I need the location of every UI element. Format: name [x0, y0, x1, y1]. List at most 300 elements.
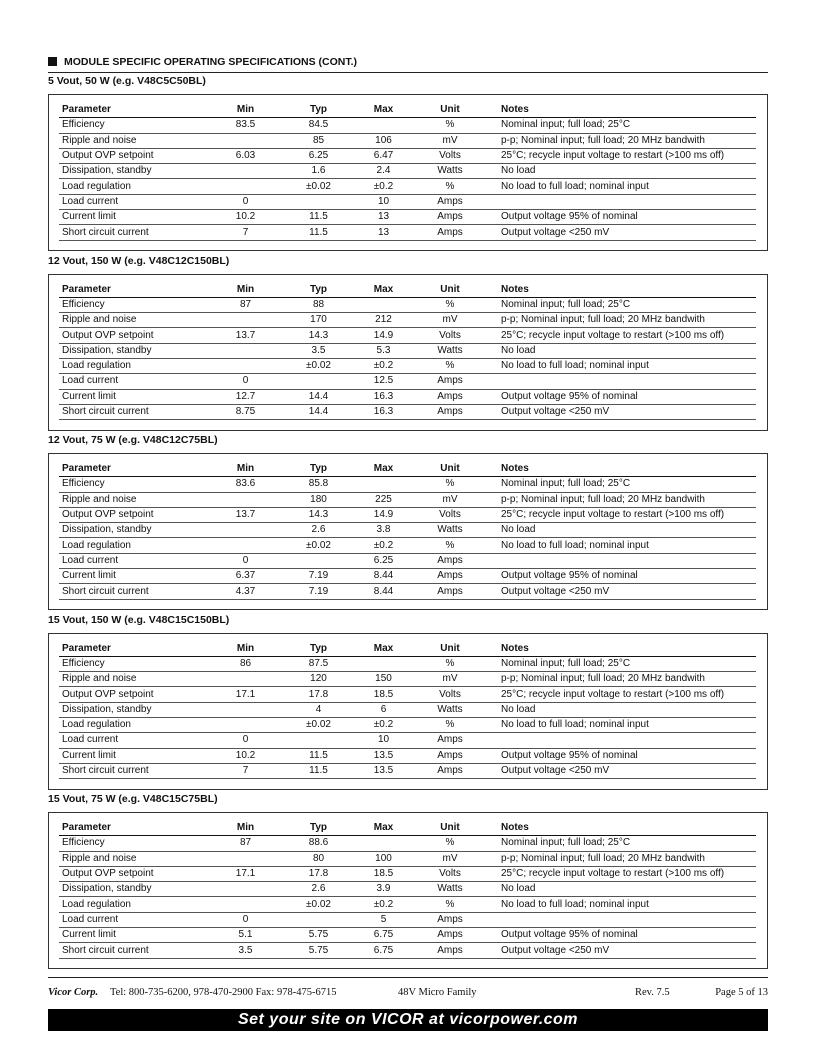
- table-row: [59, 164, 756, 179]
- cell-notes: No load: [483, 343, 756, 358]
- cell-max: ±0.2: [350, 897, 417, 912]
- table-row: [59, 912, 756, 927]
- spec-table-box: [48, 94, 768, 251]
- cell-max: 3.8: [350, 523, 417, 538]
- cell-min: [204, 538, 287, 553]
- column-header-parameter: Parameter: [59, 103, 204, 118]
- cell-min: [204, 179, 287, 194]
- table-row: [59, 943, 756, 958]
- cell-max: 14.9: [350, 507, 417, 522]
- cell-max: 212: [350, 313, 417, 328]
- cell-typ: 11.5: [287, 225, 350, 240]
- cell-min: 10.2: [204, 748, 287, 763]
- cell-typ: 80: [287, 851, 350, 866]
- cell-parameter: Load current: [59, 733, 204, 748]
- cell-typ: 14.4: [287, 389, 350, 404]
- spec-table-box: [48, 633, 768, 790]
- cell-typ: 85: [287, 133, 350, 148]
- section-title: 15 Vout, 150 W (e.g. V48C15C150BL): [48, 613, 230, 626]
- cell-typ: 2.6: [287, 882, 350, 897]
- cell-max: 5.3: [350, 343, 417, 358]
- cell-notes: Output voltage <250 mV: [483, 584, 756, 599]
- cell-min: [204, 882, 287, 897]
- column-header-unit: Unit: [417, 821, 483, 836]
- cell-parameter: Dissipation, standby: [59, 702, 204, 717]
- cell-max: 8.44: [350, 584, 417, 599]
- cell-typ: [287, 912, 350, 927]
- cell-typ: 84.5: [287, 118, 350, 133]
- table-row: [59, 133, 756, 148]
- column-header-min: Min: [204, 462, 287, 477]
- cell-notes: Nominal input; full load; 25°C: [483, 836, 756, 851]
- cell-notes: No load to full load; nominal input: [483, 897, 756, 912]
- cell-max: 3.9: [350, 882, 417, 897]
- column-header-typ: Typ: [287, 642, 350, 657]
- cell-unit: Amps: [417, 374, 483, 389]
- page-footer: [48, 987, 768, 1001]
- table-row: [59, 851, 756, 866]
- footer-page-number: Page 5 of 13: [715, 987, 768, 998]
- cell-notes: No load to full load; nominal input: [483, 358, 756, 373]
- column-header-typ: Typ: [287, 821, 350, 836]
- cell-min: 0: [204, 374, 287, 389]
- cell-notes: 25°C; recycle input voltage to restart (>100 ms off): [483, 866, 756, 881]
- cell-typ: [287, 733, 350, 748]
- cell-notes: p-p; Nominal input; full load; 20 MHz bandwith: [483, 851, 756, 866]
- cell-unit: mV: [417, 313, 483, 328]
- cell-min: 7: [204, 225, 287, 240]
- table-row: [59, 313, 756, 328]
- cell-unit: Volts: [417, 866, 483, 881]
- cell-min: [204, 717, 287, 732]
- cell-min: 4.37: [204, 584, 287, 599]
- cell-min: [204, 164, 287, 179]
- table-row: [59, 866, 756, 881]
- cell-max: 6.25: [350, 553, 417, 568]
- cell-min: 86: [204, 656, 287, 671]
- cell-notes: p-p; Nominal input; full load; 20 MHz bandwith: [483, 672, 756, 687]
- cell-max: 10: [350, 194, 417, 209]
- cell-typ: 88: [287, 297, 350, 312]
- column-header-notes: Notes: [483, 821, 756, 836]
- cell-max: 225: [350, 492, 417, 507]
- table-row: [59, 194, 756, 209]
- cell-notes: p-p; Nominal input; full load; 20 MHz bandwith: [483, 492, 756, 507]
- cell-notes: 25°C; recycle input voltage to restart (>100 ms off): [483, 148, 756, 163]
- cell-unit: %: [417, 477, 483, 492]
- cell-typ: 11.5: [287, 210, 350, 225]
- cell-max: ±0.2: [350, 717, 417, 732]
- column-header-parameter: Parameter: [59, 462, 204, 477]
- footer-revision: Rev. 7.5: [635, 987, 670, 998]
- website-banner[interactable]: Set your site on VICOR at vicorpower.com: [48, 1009, 768, 1031]
- spec-table: [59, 821, 756, 959]
- cell-typ: 85.8: [287, 477, 350, 492]
- cell-typ: 87.5: [287, 656, 350, 671]
- cell-notes: [483, 374, 756, 389]
- cell-parameter: Load regulation: [59, 897, 204, 912]
- cell-parameter: Short circuit current: [59, 943, 204, 958]
- section-heading: [48, 56, 768, 72]
- table-row: [59, 477, 756, 492]
- section-title: 15 Vout, 75 W (e.g. V48C15C75BL): [48, 793, 218, 805]
- cell-typ: ±0.02: [287, 717, 350, 732]
- cell-max: 8.44: [350, 569, 417, 584]
- cell-max: 12.5: [350, 374, 417, 389]
- cell-notes: Nominal input; full load; 25°C: [483, 656, 756, 671]
- cell-unit: Volts: [417, 507, 483, 522]
- table-row: [59, 763, 756, 778]
- cell-unit: mV: [417, 133, 483, 148]
- cell-parameter: Current limit: [59, 210, 204, 225]
- heading-divider: [48, 72, 768, 73]
- cell-typ: 14.3: [287, 507, 350, 522]
- cell-max: 6.75: [350, 928, 417, 943]
- cell-unit: %: [417, 118, 483, 133]
- spec-table-box: [48, 453, 768, 610]
- spec-table: [59, 103, 756, 241]
- spec-section: [48, 254, 768, 434]
- column-header-max: Max: [350, 462, 417, 477]
- table-row: [59, 672, 756, 687]
- cell-parameter: Output OVP setpoint: [59, 866, 204, 881]
- cell-parameter: Output OVP setpoint: [59, 328, 204, 343]
- cell-typ: 170: [287, 313, 350, 328]
- cell-parameter: Dissipation, standby: [59, 523, 204, 538]
- table-row: [59, 733, 756, 748]
- section-title: 5 Vout, 50 W (e.g. V48C5C50BL): [48, 75, 206, 87]
- cell-min: [204, 133, 287, 148]
- cell-parameter: Load regulation: [59, 358, 204, 373]
- cell-max: 106: [350, 133, 417, 148]
- cell-parameter: Efficiency: [59, 477, 204, 492]
- cell-typ: 88.6: [287, 836, 350, 851]
- cell-max: 100: [350, 851, 417, 866]
- table-row: [59, 492, 756, 507]
- cell-max: 18.5: [350, 687, 417, 702]
- cell-notes: Output voltage <250 mV: [483, 943, 756, 958]
- cell-typ: 180: [287, 492, 350, 507]
- cell-typ: [287, 374, 350, 389]
- cell-parameter: Efficiency: [59, 297, 204, 312]
- cell-notes: [483, 553, 756, 568]
- table-row: [59, 404, 756, 419]
- cell-parameter: Output OVP setpoint: [59, 507, 204, 522]
- column-header-max: Max: [350, 821, 417, 836]
- cell-unit: Amps: [417, 389, 483, 404]
- cell-parameter: Short circuit current: [59, 404, 204, 419]
- column-header-parameter: Parameter: [59, 821, 204, 836]
- column-header-min: Min: [204, 283, 287, 298]
- cell-min: [204, 343, 287, 358]
- cell-unit: Amps: [417, 225, 483, 240]
- cell-notes: [483, 194, 756, 209]
- section-title: 12 Vout, 150 W (e.g. V48C12C150BL): [48, 254, 230, 267]
- spec-section: [48, 433, 768, 613]
- cell-unit: Amps: [417, 943, 483, 958]
- cell-max: 5: [350, 912, 417, 927]
- column-header-typ: Typ: [287, 462, 350, 477]
- cell-min: 6.03: [204, 148, 287, 163]
- cell-typ: 120: [287, 672, 350, 687]
- cell-notes: Output voltage <250 mV: [483, 763, 756, 778]
- table-row: [59, 553, 756, 568]
- table-row: [59, 374, 756, 389]
- cell-notes: p-p; Nominal input; full load; 20 MHz bandwith: [483, 133, 756, 148]
- cell-typ: ±0.02: [287, 179, 350, 194]
- table-row: [59, 687, 756, 702]
- table-row: [59, 836, 756, 851]
- cell-unit: %: [417, 538, 483, 553]
- column-header-max: Max: [350, 642, 417, 657]
- table-row: [59, 538, 756, 553]
- cell-unit: Amps: [417, 210, 483, 225]
- table-row: [59, 389, 756, 404]
- cell-typ: 3.5: [287, 343, 350, 358]
- cell-typ: 11.5: [287, 763, 350, 778]
- cell-max: 2.4: [350, 164, 417, 179]
- column-header-unit: Unit: [417, 283, 483, 298]
- cell-min: 83.5: [204, 118, 287, 133]
- cell-notes: Output voltage 95% of nominal: [483, 389, 756, 404]
- cell-unit: Watts: [417, 343, 483, 358]
- table-row: [59, 748, 756, 763]
- cell-typ: 17.8: [287, 687, 350, 702]
- footer-divider: [48, 977, 768, 978]
- cell-typ: ±0.02: [287, 897, 350, 912]
- cell-unit: Amps: [417, 569, 483, 584]
- cell-unit: mV: [417, 492, 483, 507]
- cell-notes: No load to full load; nominal input: [483, 538, 756, 553]
- table-row: [59, 210, 756, 225]
- cell-notes: Output voltage <250 mV: [483, 225, 756, 240]
- cell-parameter: Load regulation: [59, 538, 204, 553]
- table-row: [59, 358, 756, 373]
- cell-typ: [287, 553, 350, 568]
- cell-parameter: Ripple and noise: [59, 492, 204, 507]
- cell-unit: Amps: [417, 404, 483, 419]
- spec-table: [59, 462, 756, 600]
- cell-typ: 14.4: [287, 404, 350, 419]
- heading-text: MODULE SPECIFIC OPERATING SPECIFICATIONS (CONT.): [64, 56, 358, 68]
- table-row: [59, 118, 756, 133]
- cell-unit: Watts: [417, 523, 483, 538]
- cell-unit: Amps: [417, 912, 483, 927]
- cell-min: 0: [204, 194, 287, 209]
- cell-min: 17.1: [204, 866, 287, 881]
- cell-unit: Watts: [417, 164, 483, 179]
- cell-unit: %: [417, 297, 483, 312]
- column-header-min: Min: [204, 821, 287, 836]
- cell-notes: No load: [483, 164, 756, 179]
- cell-typ: 5.75: [287, 943, 350, 958]
- table-header-row: [59, 283, 756, 298]
- cell-unit: Volts: [417, 687, 483, 702]
- cell-max: 14.9: [350, 328, 417, 343]
- spec-table-box: [48, 812, 768, 969]
- table-header-row: [59, 642, 756, 657]
- cell-notes: Output voltage 95% of nominal: [483, 210, 756, 225]
- cell-notes: Nominal input; full load; 25°C: [483, 297, 756, 312]
- cell-parameter: Short circuit current: [59, 225, 204, 240]
- cell-min: 87: [204, 297, 287, 312]
- cell-min: 83.6: [204, 477, 287, 492]
- cell-unit: %: [417, 836, 483, 851]
- cell-max: ±0.2: [350, 538, 417, 553]
- cell-parameter: Ripple and noise: [59, 313, 204, 328]
- column-header-notes: Notes: [483, 462, 756, 477]
- cell-typ: 7.19: [287, 584, 350, 599]
- cell-notes: [483, 912, 756, 927]
- cell-min: [204, 523, 287, 538]
- column-header-min: Min: [204, 103, 287, 118]
- cell-unit: Amps: [417, 928, 483, 943]
- cell-parameter: Current limit: [59, 569, 204, 584]
- cell-unit: Volts: [417, 148, 483, 163]
- cell-parameter: Current limit: [59, 748, 204, 763]
- column-header-unit: Unit: [417, 462, 483, 477]
- cell-parameter: Ripple and noise: [59, 133, 204, 148]
- cell-typ: 6.25: [287, 148, 350, 163]
- cell-max: [350, 118, 417, 133]
- cell-unit: Amps: [417, 584, 483, 599]
- cell-max: ±0.2: [350, 179, 417, 194]
- cell-notes: No load to full load; nominal input: [483, 179, 756, 194]
- cell-max: [350, 656, 417, 671]
- table-row: [59, 702, 756, 717]
- cell-unit: mV: [417, 672, 483, 687]
- cell-notes: Nominal input; full load; 25°C: [483, 118, 756, 133]
- cell-typ: 14.3: [287, 328, 350, 343]
- cell-min: 7: [204, 763, 287, 778]
- cell-typ: 5.75: [287, 928, 350, 943]
- cell-typ: ±0.02: [287, 538, 350, 553]
- column-header-parameter: Parameter: [59, 283, 204, 298]
- cell-max: 16.3: [350, 389, 417, 404]
- section-title: 12 Vout, 75 W (e.g. V48C12C75BL): [48, 434, 218, 446]
- cell-min: [204, 672, 287, 687]
- cell-typ: 1.6: [287, 164, 350, 179]
- cell-min: 17.1: [204, 687, 287, 702]
- column-header-notes: Notes: [483, 642, 756, 657]
- cell-max: 13.5: [350, 748, 417, 763]
- cell-notes: No load to full load; nominal input: [483, 717, 756, 732]
- cell-unit: %: [417, 358, 483, 373]
- spec-table-box: [48, 274, 768, 431]
- cell-unit: Amps: [417, 553, 483, 568]
- cell-unit: %: [417, 717, 483, 732]
- cell-min: [204, 358, 287, 373]
- square-bullet-icon: [48, 57, 57, 66]
- cell-notes: 25°C; recycle input voltage to restart (>100 ms off): [483, 687, 756, 702]
- cell-min: 8.75: [204, 404, 287, 419]
- cell-parameter: Load current: [59, 374, 204, 389]
- cell-parameter: Short circuit current: [59, 763, 204, 778]
- cell-parameter: Load regulation: [59, 717, 204, 732]
- cell-parameter: Efficiency: [59, 118, 204, 133]
- cell-parameter: Efficiency: [59, 836, 204, 851]
- table-row: [59, 507, 756, 522]
- cell-max: 13.5: [350, 763, 417, 778]
- cell-max: 13: [350, 225, 417, 240]
- cell-min: 87: [204, 836, 287, 851]
- cell-min: [204, 702, 287, 717]
- table-header-row: [59, 103, 756, 118]
- cell-parameter: Ripple and noise: [59, 851, 204, 866]
- cell-max: 18.5: [350, 866, 417, 881]
- table-row: [59, 656, 756, 671]
- cell-min: 13.7: [204, 328, 287, 343]
- footer-company: Vicor Corp.: [48, 987, 99, 998]
- cell-min: 13.7: [204, 507, 287, 522]
- cell-max: 13: [350, 210, 417, 225]
- cell-unit: Watts: [417, 702, 483, 717]
- table-row: [59, 328, 756, 343]
- cell-max: 10: [350, 733, 417, 748]
- cell-max: 6.47: [350, 148, 417, 163]
- cell-min: 6.37: [204, 569, 287, 584]
- cell-parameter: Load current: [59, 553, 204, 568]
- cell-max: 16.3: [350, 404, 417, 419]
- cell-min: [204, 313, 287, 328]
- cell-min: [204, 851, 287, 866]
- spec-section: [48, 613, 768, 793]
- cell-parameter: Ripple and noise: [59, 672, 204, 687]
- cell-notes: Output voltage <250 mV: [483, 404, 756, 419]
- table-row: [59, 148, 756, 163]
- cell-unit: Amps: [417, 763, 483, 778]
- footer-contact: Tel: 800-735-6200, 978-470-2900 Fax: 978-475-6715: [110, 987, 337, 998]
- table-row: [59, 225, 756, 240]
- cell-max: [350, 836, 417, 851]
- column-header-parameter: Parameter: [59, 642, 204, 657]
- cell-min: [204, 897, 287, 912]
- column-header-notes: Notes: [483, 103, 756, 118]
- table-row: [59, 523, 756, 538]
- table-header-row: [59, 462, 756, 477]
- cell-notes: Output voltage 95% of nominal: [483, 748, 756, 763]
- column-header-unit: Unit: [417, 642, 483, 657]
- spec-table: [59, 642, 756, 780]
- cell-notes: No load: [483, 882, 756, 897]
- cell-parameter: Dissipation, standby: [59, 882, 204, 897]
- cell-unit: Amps: [417, 748, 483, 763]
- column-header-typ: Typ: [287, 283, 350, 298]
- cell-typ: [287, 194, 350, 209]
- footer-product-family: 48V Micro Family: [398, 987, 477, 998]
- cell-notes: Nominal input; full load; 25°C: [483, 477, 756, 492]
- cell-min: 12.7: [204, 389, 287, 404]
- cell-min: 10.2: [204, 210, 287, 225]
- cell-typ: 11.5: [287, 748, 350, 763]
- cell-unit: Watts: [417, 882, 483, 897]
- cell-max: [350, 477, 417, 492]
- cell-typ: ±0.02: [287, 358, 350, 373]
- cell-typ: 7.19: [287, 569, 350, 584]
- spec-section: [48, 74, 768, 254]
- cell-parameter: Efficiency: [59, 656, 204, 671]
- spec-sections: [48, 74, 768, 972]
- cell-min: 0: [204, 733, 287, 748]
- spec-section: [48, 792, 768, 972]
- table-header-row: [59, 821, 756, 836]
- table-row: [59, 882, 756, 897]
- cell-unit: %: [417, 656, 483, 671]
- table-row: [59, 297, 756, 312]
- cell-notes: p-p; Nominal input; full load; 20 MHz bandwith: [483, 313, 756, 328]
- cell-min: 0: [204, 912, 287, 927]
- cell-unit: Volts: [417, 328, 483, 343]
